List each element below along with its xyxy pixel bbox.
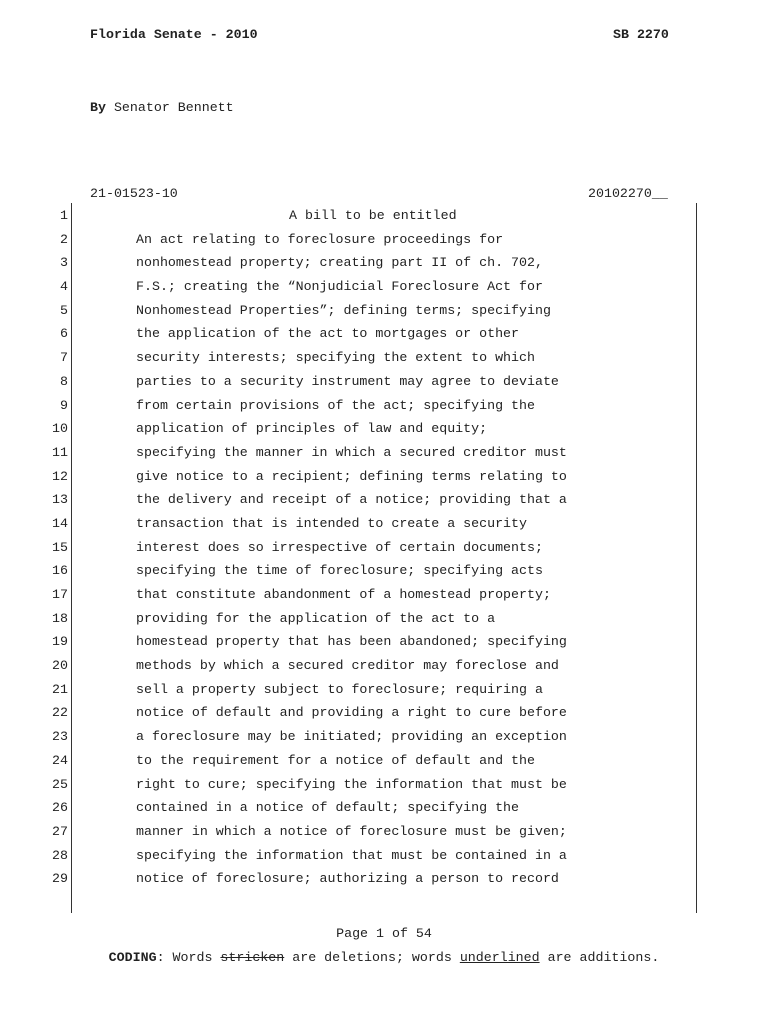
document-id: 21-01523-10 bbox=[90, 186, 178, 201]
bill-line bbox=[0, 824, 768, 848]
line-number: 9 bbox=[60, 397, 68, 413]
line-text: from certain provisions of the act; specifying the bbox=[136, 397, 535, 413]
line-number: 20 bbox=[52, 658, 68, 674]
line-number: 24 bbox=[52, 752, 68, 768]
bill-line bbox=[0, 469, 768, 493]
line-text: notice of foreclosure; authorizing a person to record bbox=[136, 871, 559, 887]
line-number: 6 bbox=[60, 326, 68, 342]
bill-line bbox=[0, 871, 768, 895]
line-text: manner in which a notice of foreclosure must be given; bbox=[136, 823, 567, 839]
bill-line bbox=[0, 208, 768, 232]
line-number: 2 bbox=[60, 231, 68, 247]
bill-line bbox=[0, 445, 768, 469]
line-text: security interests; specifying the extent to which bbox=[136, 350, 535, 366]
bill-line bbox=[0, 587, 768, 611]
line-number: 26 bbox=[52, 800, 68, 816]
line-number: 15 bbox=[52, 539, 68, 555]
bill-line bbox=[0, 350, 768, 374]
line-number: 22 bbox=[52, 705, 68, 721]
line-text: providing for the application of the act to a bbox=[136, 610, 496, 626]
bill-line bbox=[0, 374, 768, 398]
bill-line bbox=[0, 658, 768, 682]
line-text: a foreclosure may be initiated; providing an exception bbox=[136, 729, 567, 745]
coding-label: CODING bbox=[108, 950, 157, 965]
line-number: 5 bbox=[60, 302, 68, 318]
line-text: transaction that is intended to create a security bbox=[136, 515, 527, 531]
bill-line bbox=[0, 303, 768, 327]
bill-line bbox=[0, 682, 768, 706]
header-chamber-year: Florida Senate - 2010 bbox=[90, 27, 258, 42]
line-text: that constitute abandonment of a homestead property; bbox=[136, 587, 551, 602]
coding-text-a: : Words bbox=[156, 950, 221, 965]
bill-line bbox=[0, 777, 768, 801]
line-number: 27 bbox=[52, 823, 68, 839]
bill-line bbox=[0, 492, 768, 516]
line-text: application of principles of law and equity; bbox=[136, 421, 488, 437]
line-number: 28 bbox=[52, 847, 68, 863]
line-number: 3 bbox=[60, 255, 68, 271]
line-text: Nonhomestead Properties”; defining terms; specifying bbox=[136, 302, 551, 318]
line-text: F.S.; creating the “Nonjudicial Foreclosure Act for bbox=[136, 279, 543, 295]
line-text: interest does so irrespective of certain documents; bbox=[136, 539, 543, 555]
line-text: parties to a security instrument may agree to deviate bbox=[136, 373, 559, 389]
bill-line bbox=[0, 729, 768, 753]
bill-line bbox=[0, 563, 768, 587]
bill-line bbox=[0, 753, 768, 777]
line-number: 12 bbox=[52, 468, 68, 484]
bill-line bbox=[0, 421, 768, 445]
line-number: 19 bbox=[52, 634, 68, 650]
line-number: 4 bbox=[60, 279, 68, 295]
page-number: Page 1 of 54 bbox=[336, 926, 432, 941]
line-number: 1 bbox=[60, 208, 68, 223]
coding-text-c: are additions. bbox=[539, 950, 660, 965]
line-number: 23 bbox=[52, 729, 68, 745]
bill-line bbox=[0, 848, 768, 872]
line-number: 14 bbox=[52, 515, 68, 531]
coding-legend bbox=[0, 950, 768, 965]
coding-text-b: are deletions; words bbox=[284, 950, 460, 965]
bill-line bbox=[0, 398, 768, 422]
header-bill-number: SB 2270 bbox=[613, 27, 669, 42]
line-number: 8 bbox=[60, 373, 68, 389]
line-text: specifying the time of foreclosure; specifying acts bbox=[136, 563, 543, 579]
line-text: A bill to be entitled bbox=[289, 208, 457, 223]
bill-line bbox=[0, 705, 768, 729]
line-text: sell a property subject to foreclosure; requiring a bbox=[136, 681, 543, 697]
line-text: methods by which a secured creditor may foreclose and bbox=[136, 658, 559, 674]
bill-line bbox=[0, 800, 768, 824]
bill-text-lines bbox=[0, 208, 768, 895]
line-number: 25 bbox=[52, 776, 68, 792]
bill-line bbox=[0, 634, 768, 658]
line-number: 11 bbox=[52, 444, 68, 460]
bill-line bbox=[0, 255, 768, 279]
bill-line bbox=[0, 516, 768, 540]
line-number: 18 bbox=[52, 610, 68, 626]
line-text: An act relating to foreclosure proceedings for bbox=[136, 231, 504, 247]
stricken-example: stricken bbox=[220, 950, 285, 965]
underlined-example: underlined bbox=[459, 950, 540, 965]
line-text: the delivery and receipt of a notice; providing that a bbox=[136, 492, 567, 508]
sponsor-line bbox=[90, 100, 234, 115]
line-number: 29 bbox=[52, 871, 68, 887]
bill-line bbox=[0, 232, 768, 256]
line-text: right to cure; specifying the information that must be bbox=[136, 776, 567, 792]
bill-code: 20102270__ bbox=[588, 186, 668, 201]
line-text: notice of default and providing a right to cure before bbox=[136, 705, 567, 721]
line-text: nonhomestead property; creating part II of ch. 702, bbox=[136, 255, 543, 271]
line-text: to the requirement for a notice of default and the bbox=[136, 752, 535, 768]
line-text: give notice to a recipient; defining terms relating to bbox=[136, 468, 567, 484]
line-number: 16 bbox=[52, 563, 68, 579]
bill-line bbox=[0, 279, 768, 303]
line-text: homestead property that has been abandoned; specifying bbox=[136, 634, 567, 650]
line-number: 17 bbox=[52, 587, 68, 602]
bill-line bbox=[0, 326, 768, 350]
sponsor-label: By bbox=[90, 100, 106, 115]
bill-line bbox=[0, 540, 768, 564]
sponsor-name: Senator Bennett bbox=[105, 100, 234, 115]
line-number: 13 bbox=[52, 492, 68, 508]
line-text: the application of the act to mortgages or other bbox=[136, 326, 520, 342]
line-number: 21 bbox=[52, 681, 68, 697]
bill-line bbox=[0, 611, 768, 635]
line-text: contained in a notice of default; specifying the bbox=[136, 800, 520, 816]
line-number: 10 bbox=[52, 421, 68, 437]
line-text: specifying the manner in which a secured creditor must bbox=[136, 444, 567, 460]
line-number: 7 bbox=[60, 350, 68, 366]
line-text: specifying the information that must be contained in a bbox=[136, 847, 567, 863]
